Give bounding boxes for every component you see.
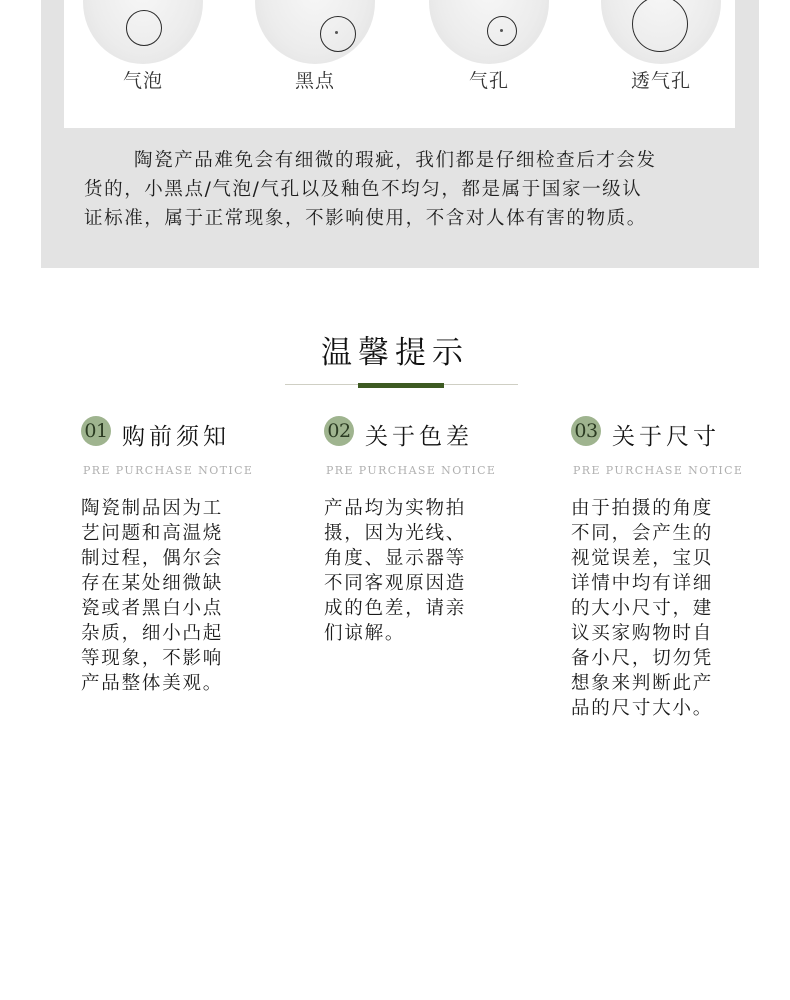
defect-black-dot-photo — [255, 0, 375, 128]
bubble-marker-icon — [126, 10, 162, 46]
tip-line: 角度、显示器等 — [324, 548, 467, 569]
tip-line: 视觉误差，宝贝 — [571, 548, 714, 569]
tip-line: 的大小尺寸，建 — [571, 598, 714, 619]
tip-line: 详情中均有详细 — [571, 573, 714, 594]
tip-heading: 购前须知 — [122, 424, 230, 450]
tip-subtitle: PRE PURCHASE NOTICE — [83, 464, 254, 477]
tip-line: 等现象，不影响 — [81, 648, 224, 669]
defect-note — [84, 146, 724, 233]
tip-line: 由于拍摄的角度 — [571, 498, 714, 519]
tip-line: 杂质，细小凸起 — [81, 623, 224, 644]
note-line: 证标准，属于正常现象，不影响使用，不含对人体有害的物质。 — [84, 208, 647, 229]
tip-number-badge: 03 — [571, 416, 601, 446]
tip-body — [324, 496, 494, 646]
note-line: 货的，小黑点/气泡/气孔以及釉色不均匀，都是属于国家一级认 — [84, 179, 643, 200]
defect-label: 气孔 — [468, 70, 509, 92]
defect-bubble-photo — [83, 0, 203, 128]
tip-line: 想象来判断此产 — [571, 673, 714, 694]
cup-image — [255, 0, 375, 64]
tip-line: 不同客观原因造 — [324, 573, 467, 594]
tip-subtitle: PRE PURCHASE NOTICE — [573, 464, 744, 477]
black-dot-icon — [335, 31, 338, 34]
tip-line: 成的色差，请亲 — [324, 598, 467, 619]
tip-heading: 关于尺寸 — [612, 424, 720, 450]
tip-body — [81, 496, 251, 696]
tip-line: 议买家购物时自 — [571, 623, 714, 644]
defect-photo-panel — [64, 0, 735, 128]
tip-heading: 关于色差 — [365, 424, 473, 450]
tip-line: 制过程，偶尔会 — [81, 548, 224, 569]
defect-label: 气泡 — [122, 70, 163, 92]
tip-body — [571, 496, 741, 721]
tip-line: 品的尺寸大小。 — [571, 698, 714, 719]
tip-line: 产品整体美观。 — [81, 673, 224, 694]
defect-vent-hole-photo — [601, 0, 721, 128]
black-dot-marker-icon — [320, 16, 356, 52]
tip-line: 摄，因为光线、 — [324, 523, 467, 544]
tip-line: 存在某处细微缺 — [81, 573, 224, 594]
tip-line: 艺问题和高温烧 — [81, 523, 224, 544]
tip-line: 陶瓷制品因为工 — [81, 498, 224, 519]
tip-line: 备小尺，切勿凭 — [571, 648, 714, 669]
tip-number-badge: 01 — [81, 416, 111, 446]
defect-label: 黑点 — [294, 70, 335, 92]
tip-line: 们谅解。 — [324, 623, 406, 644]
note-line: 陶瓷产品难免会有细微的瑕疵，我们都是仔细检查后才会发 — [134, 150, 657, 171]
tip-subtitle: PRE PURCHASE NOTICE — [326, 464, 497, 477]
tip-number-badge: 02 — [324, 416, 354, 446]
defect-label: 透气孔 — [630, 70, 691, 92]
tip-line: 产品均为实物拍 — [324, 498, 467, 519]
tip-line: 瓷或者黑白小点 — [81, 598, 224, 619]
defect-pore-photo — [429, 0, 549, 128]
tip-line: 不同，会产生的 — [571, 523, 714, 544]
section-title: 温馨提示 — [321, 335, 469, 371]
title-accent-bar — [358, 383, 444, 388]
pore-dot-icon — [500, 29, 503, 32]
